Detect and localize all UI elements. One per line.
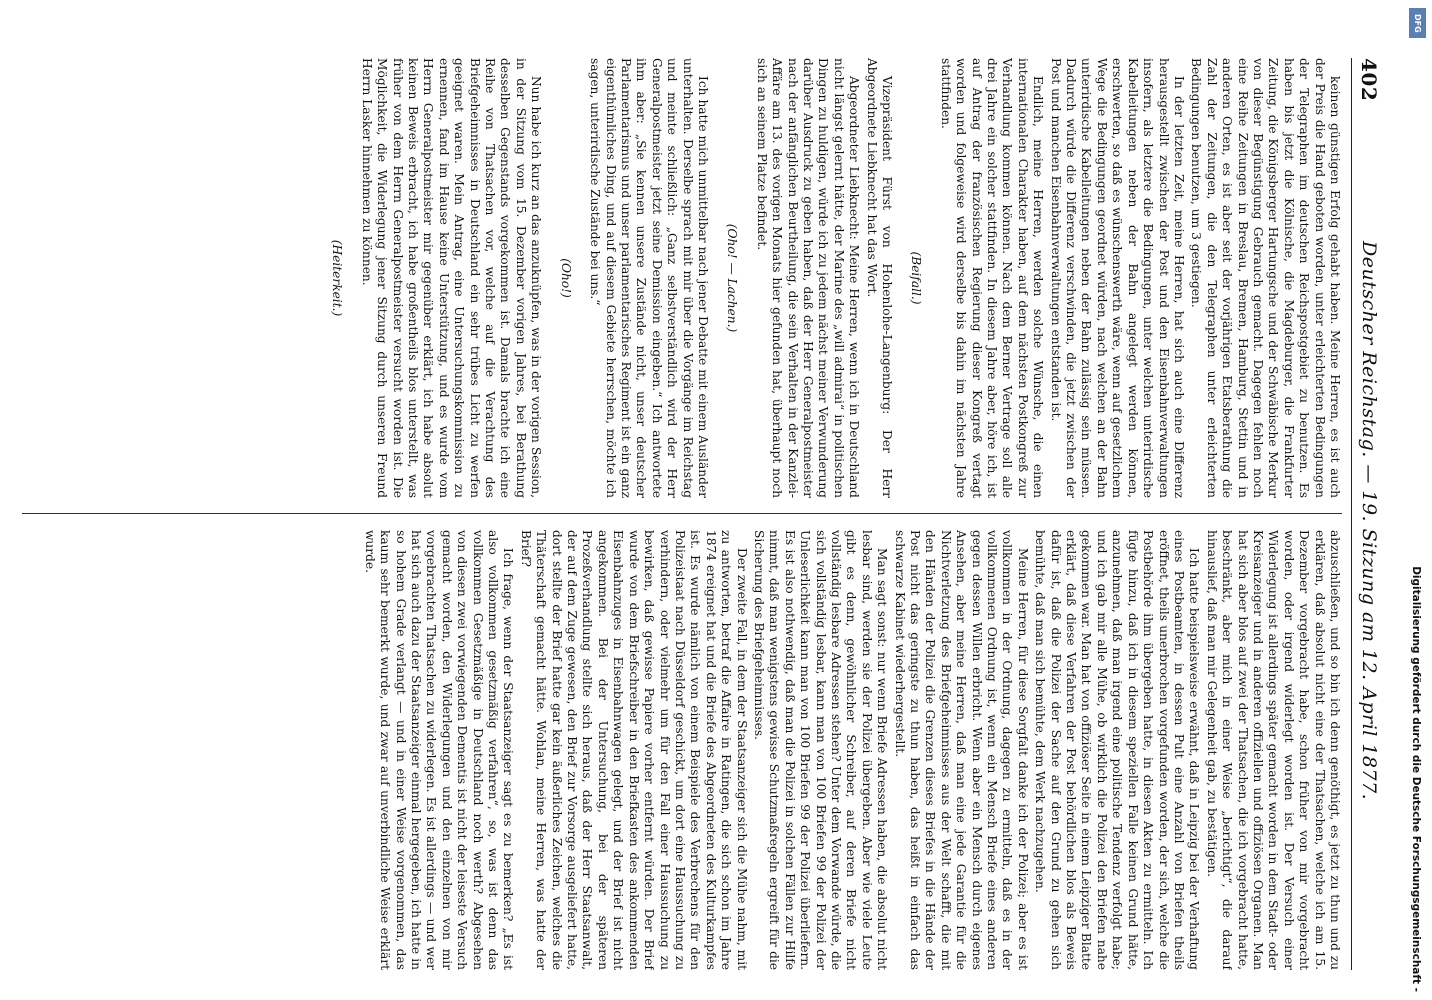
column-divider bbox=[22, 513, 1342, 514]
page-header bbox=[1351, 58, 1386, 970]
paragraph: Ich hatte beispielsweise erwähnt, daß in Leipzig bei der Verhaftung eines Postbeamten, in dessen Pult eine Anzahl von Briefen theils eröffnet, theils unerbrochen vorgefunden worden, der sich, welche die Postbehörde ihm übergeben hatte, in diesen Akten zu ermitteln. Ich fügte hinzu, daß ich in diesem speziellen Falle keinen Grund hätte, anzunehmen, daß man irgend eine politische Tendenz verfolgt habe; und ich gab mir alle Mühe, ob wirklich die Polizei den Briefen nahe gekommen war. Man hat von offiziöser Seite in einem Leipziger Blatte erklärt, daß diese Verfahren der Post behördlichen blos als Beweis dafür ist, daß die Polizei der Sache auf den Grund zu gehen sich bemühte, daß man sich bemühte, dem Werk nachzugehen. bbox=[1033, 530, 1202, 970]
paragraph: Ich hatte mich unmittelbar nach jener Debatte mit einem Ausländer unterhalten. Derselbe sprach mit mir über die Vorgänge im Reichstag und meinte schließlich: „Ganz selbstverständlich wird der Herr Generalpostmeister jetzt seine Demission eingeben.“ Ich antwortete ihm aber: „Sie kennen unsere Zustände nicht, unser deutscher Parlamentarismus und unser parlamentarisches Regiment ist ein ganz eigenthümliches Ding, und auf diesem Gebiete herrschen, möchte ich sagen, unterirdische Zustände bei uns.“ bbox=[588, 58, 710, 498]
paragraph: Der zweite Fall, in dem der Staatsanzeiger sich die Mühe nahm, mit zu antworten, betraf die Affaire in Ratingen, die sich schon im Jahre 1874 ereignet hat und die Briefe des Abgeordneten des Kulturkampfes ist. Es wurde nämlich von einem Beispiele des Verbrechens für den Polizeistaat nach Düsseldorf geschickt, um dort eine Haussuchung zu verhindern, oder vielmehr um für den Fall einer Haussuchung zu bewirken, daß gewisse Papiere vorher entfernt würden. Der Brief wurde von dem Briefschreiber in den Briefkasten des ankommenden Eisenbahnzuges in Eisenbahnwagen gelegt, und der Brief ist nicht angekommen. Bei der Untersuchung, bei der späteren Prozeßverhandlung stellte sich heraus, daß der Herr Staatsanwalt, der auf dem Zuge gewesen, den Brief zur Vorsorge ausgeliefert hatte, dort stellte der Brief hatte gar kein äußerliches Zeichen, welches die Thäterschaft gemacht hätte. Wohlan, meine Herren, was hatte der Brief? bbox=[518, 530, 749, 970]
paragraph: Man sagt sonst: nur wenn Briefe Adressen haben, die absolut nicht lesbar sind, werden sie der Polizei übergeben. Aber wie viele Leute gibt es denn, gewöhnlicher Schreiber, auf deren Briefe nicht vollständig lesbare Adressen stehen? Unter dem Vorwande würde, die sich vollständig lesbar, kann man von 100 Briefen 99 der Polizei der Unleserlichkeit kann man von 100 Briefen 99 der Polizei überliefern. Es ist also nothwendig, daß man die Polizei in solchen Fällen zur Hilfe nimmt, daß man wenigstens gewisse Schutzmaßregeln ergreift für die Sicherung des Briefgeheimnisses. bbox=[751, 530, 890, 970]
paragraph: Abgeordneter Liebknecht: Meine Herren, wenn ich in Deutschland nicht längst gelernt hätte, der Marine des „will admirai“ in politischen Dingen zu huldigen, würde ich zu jedem nächst meiner Verwunderung darüber Ausdruck zu geben haben, daß der Herr Generalpostmeister nach der anfänglichen Beurtheilung, die sein Verhalten in der Kanzlei-Affäre am 13. des vorigen Monats hier gefunden hat, überhaupt noch sich an seinem Platze befindet. bbox=[754, 58, 862, 498]
page-running-title: Deutscher Reichstag. — 19. Sitzung am 12. April 1877. bbox=[1358, 241, 1380, 801]
stage-direction: (Oho!) bbox=[558, 258, 573, 298]
stage-direction: (Oho! — Lachen.) bbox=[725, 223, 740, 333]
dfg-logo: DFG bbox=[1409, 8, 1426, 38]
stage-direction: (Heiterkeit.) bbox=[330, 239, 345, 317]
digitization-note: Digitalisierung gefördert durch die Deutsche Forschungsgemeinschaft - bbox=[1410, 566, 1422, 992]
right-column bbox=[22, 530, 1342, 970]
paragraph: Nun habe ich kurz an das anzuknüpfen, was in der vorigen Session, in der Sitzung vom 15. Dezember vorigen Jahres, bei Berathung desselben Gegenstands vorgekommen ist. Damals brachte ich eine Reihe von Thatsachen vor, welche auf die Verachtung des Briefgeheimnisses in Deutschland ein sehr trübes Licht zu werfen geeignet waren. Mein Antrag, eine Untersuchungskommission zu ernennen, fand im Hause keine Unterstützung, und es wurde vom Herrn Generalpostmeister mir gegenüber erklärt, ich habe absolut keinen Beweis erbracht, ich habe großentheils blos unterstellt, was früher von dem Herrn Generalpostmeister versucht worden ist. Die Möglichkeit, die Widerlegung jener Sitzung durch unseren Freund Herrn Lasker hinnehmen zu können. bbox=[359, 58, 544, 498]
left-column bbox=[22, 58, 1342, 498]
stage-direction: (Beifall.) bbox=[909, 251, 924, 305]
paragraph: Endlich, meine Herren, werden solche Wünsche, die einen internationalen Charakter haben, auf dem nächsten Postkongreß zur Verhandlung kommen können. Nach dem Berner Vertrage soll alle drei Jahre ein solcher stattfinden. In diesem Jahre aber, höre ich, ist auf Antrag der französischen Regierung dieser Kongreß vertagt worden und folgeweise wird derselbe bis dahin im nächsten Jahre stattfinden. bbox=[938, 58, 1046, 498]
paragraph: keinen günstigen Erfolg gehabt haben. Meine Herren, es ist auch der Preis die Hand geboten worden, unter erleichterten Bedingungen der Telegraphen im deutschen Reichspostgebiet zu benutzen. Es haben bis jetzt die Kölnische, die Magdeburger, die Frankfurter Zeitung, die Königsberger Hartungsche und der Schwäbische Merkur von dieser Begünstigung Gebrauch gemacht. Dagegen fehlen noch eine Reihe Zeitungen in Breslau, Bremen, Hamburg, Stettin und in anderen Orten, es ist aber seit der vorjährigen Etatsberathung die Zahl der Zeitungen, die den Telegraphen unter erleichterten Bedingungen benutzen, um 3 gestiegen. bbox=[1189, 58, 1342, 498]
paragraph: abzuschließen, und so bin ich denn genöthigt, es jetzt zu thun und zu erklären, daß absolut nicht eine der Thatsachen, welche ich am 15. Dezember vorgebracht habe, schon früher von mir vorgebracht worden, oder irgend widerlegt worden ist. Der Versuch einer Widerlegung ist allerdings später gemacht worden in dem Stadt- oder Kreisanzeiger und in anderen offiziellen und offiziösen Organen. Man hat sich aber blos auf zwei der Thatsachen, die ich vorgebracht hatte, beschränkt, aber mich in einer Weise „berichtigt“, die darauf hinauslief, daß man mir Gelegenheit gab, zu bestätigen. bbox=[1204, 530, 1342, 970]
page-number: 402 bbox=[1357, 58, 1381, 102]
speaker-intro: Vizepräsident Fürst von Hohenlohe-Langenburg: Der Herr Abgeordnete Liebknecht hat das Wort. bbox=[864, 58, 895, 498]
margin-strip bbox=[1400, 0, 1432, 1000]
paragraph: In der letzten Zeit, meine Herren, hat sich auch eine Differenz herausgestellt zwischen der Post und den Eisenbahnverwaltungen insofern, als letztere die Bedingungen, unter welchen unterirdische Kabelleitungen neben der Bahn angelegt werden können, erschwerten, so daß es wünschenswerth wäre, wenn auf gesetzlichem Wege die Bedingungen geordnet würden, nach welchen an der Bahn unterirdische Kabelleitungen neben der Bahn zulässig sein müssen. Dadurch würde die Differenz verschwinden, die jetzt zwischen der Post und manchen Eisenbahnverwaltungen entstanden ist. bbox=[1048, 58, 1186, 498]
paragraph: Ich frage, wenn der Staatsanzeiger sagt es zu bemerken? „Es ist also vollkommen gesetzmäßig verfahren“, so, was ist denn das vollkommen Gesetzmäßige in Deutschland noch werth? Abgesehen von diesen zwei vorwiegenden Dementis ist nicht der leiseste Versuch gemacht worden, den Widerlegungen und den einzelnen von mir vorgebrachten Thatsachen zu widerlegen. Es ist allerdings — und wer hat sich auch dazu der Staatsanzeiger einmal hergegeben, ich hatte in so hohem Grade verlangt — und in einer Weise vorgenommen, das kaum sehr bemerkt wurde, und zwar auf unverbindliche Weise erklärt wurde. bbox=[362, 530, 516, 970]
paragraph: Meine Herren, für diese Sorgfalt danke ich der Polizei; aber es ist vollkommen in der Ordnung, dagegen zu ermitteln, daß es in der vollkommenen Ordnung ist, wenn ein Mensch Briefe eines anderen gegen dessen Willen erbricht. Wenn aber ein Mensch durch eigenes Ansehen, aber meine Herren, daß man eine jede Garantie für die Nichtverletzung des Briefgeheimnisses aus der Welt schafft, die mit den Händen der Polizei die Grenzen dieses Briefes in die Hände der Post nicht das geringste zu thun haben, das heißt in einfach das schwarze Kabinet wiederhergestellt. bbox=[892, 530, 1030, 970]
